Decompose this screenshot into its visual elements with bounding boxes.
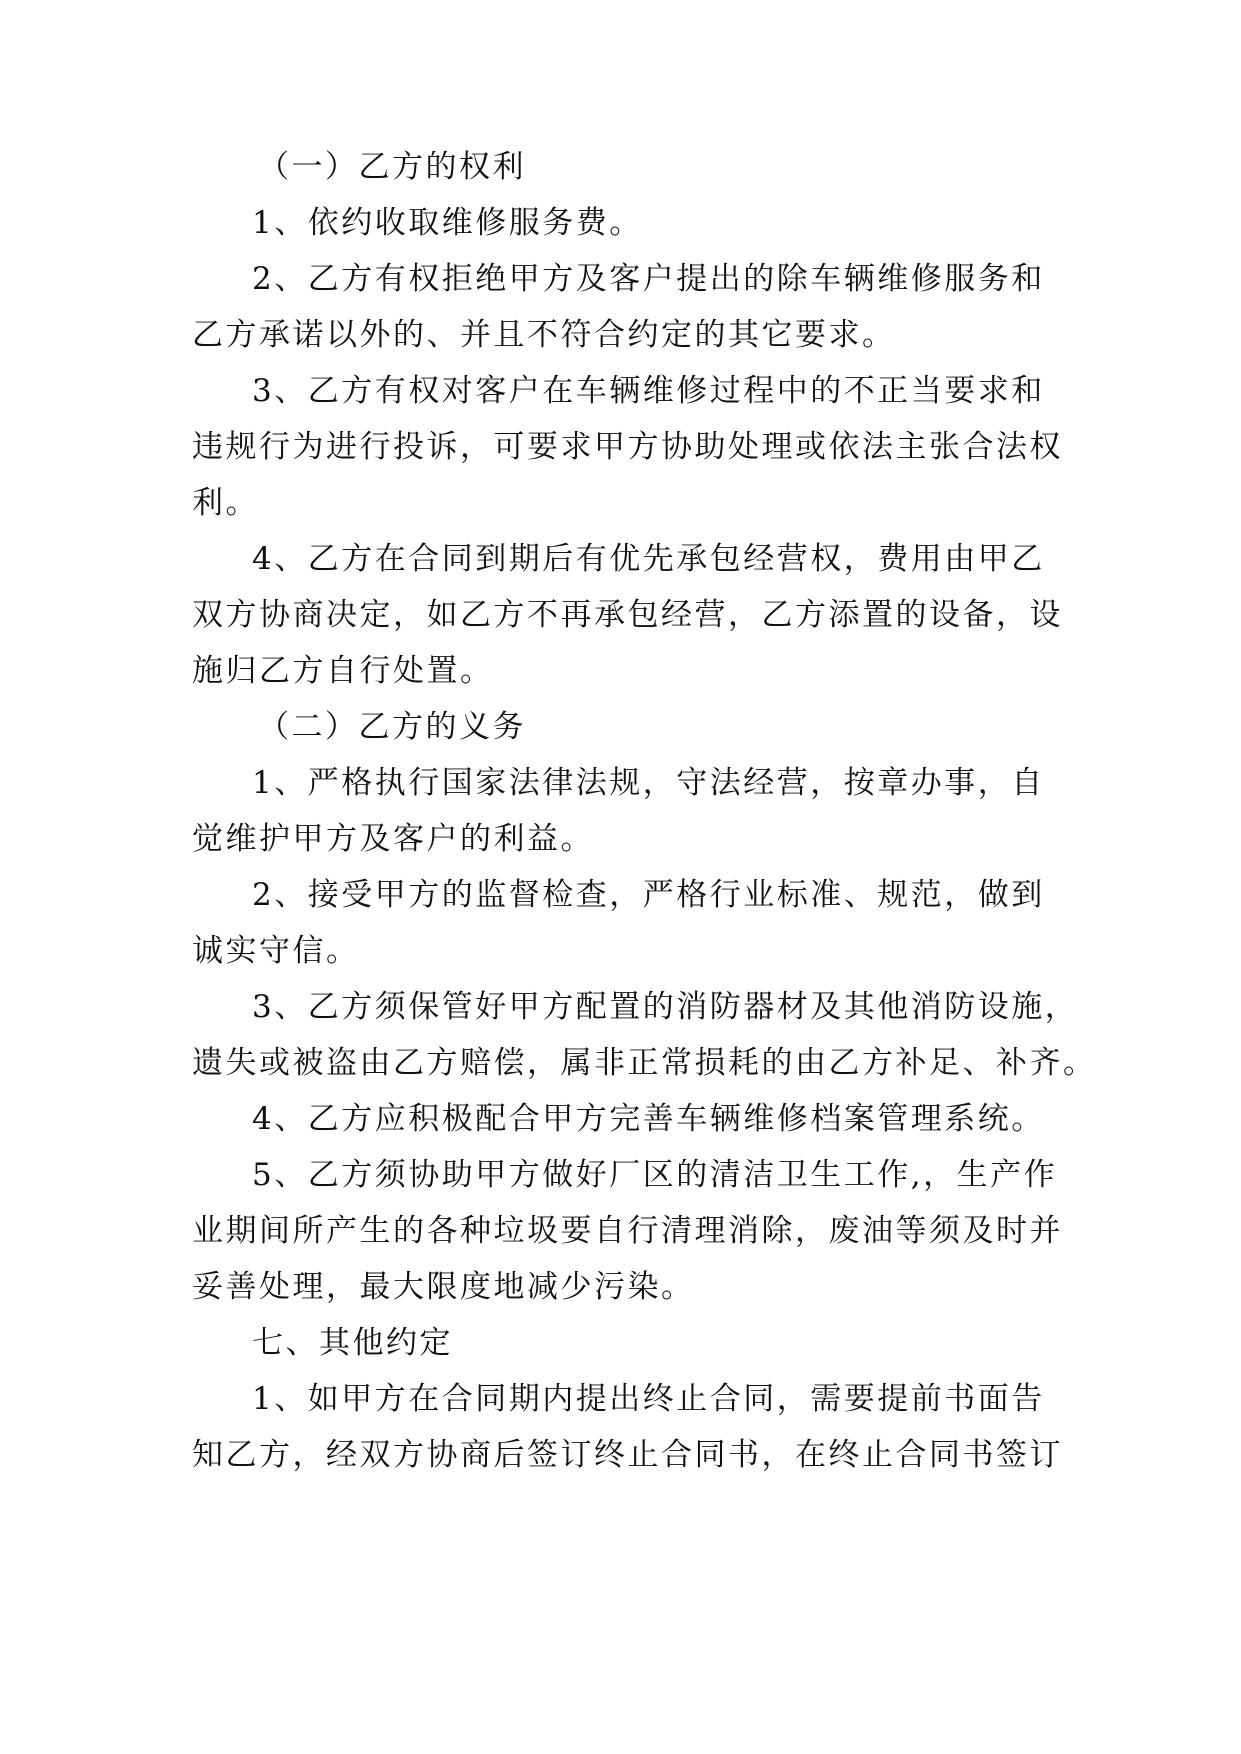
section-heading-obligations: （二）乙方的义务	[258, 709, 526, 745]
paragraph-line: 3、乙方须保管好甲方配置的消防器材及其他消防设施，	[252, 989, 1079, 1025]
paragraph-line: 1、严格执行国家法律法规，守法经营，按章办事，自	[252, 765, 1045, 801]
paragraph-line: 3、乙方有权对客户在车辆维修过程中的不正当要求和	[252, 373, 1045, 409]
paragraph-line: 2、接受甲方的监督检查，严格行业标准、规范，做到	[252, 877, 1045, 913]
paragraph-line: 1、依约收取维修服务费。	[252, 205, 643, 241]
paragraph-line: 知乙方，经双方协商后签订终止合同书，在终止合同书签订	[192, 1437, 1063, 1473]
paragraph-line: 2、乙方有权拒绝甲方及客户提出的除车辆维修服务和	[252, 261, 1045, 297]
paragraph-line: 利。	[192, 485, 259, 521]
paragraph-line: 诚实守信。	[192, 933, 360, 969]
paragraph-line: 4、乙方在合同到期后有优先承包经营权，费用由甲乙	[252, 541, 1045, 577]
paragraph-line: 遗失或被盗由乙方赔偿，属非正常损耗的由乙方补足、补齐。	[192, 1045, 1097, 1081]
paragraph-line: 4、乙方应积极配合甲方完善车辆维修档案管理系统。	[252, 1101, 1045, 1137]
paragraph-line: 1、如甲方在合同期内提出终止合同，需要提前书面告	[252, 1381, 1045, 1417]
section-heading-rights: （一）乙方的权利	[258, 149, 526, 185]
paragraph-line: 双方协商决定，如乙方不再承包经营，乙方添置的设备，设	[192, 597, 1063, 633]
paragraph-line: 乙方承诺以外的、并且不符合约定的其它要求。	[192, 317, 896, 353]
section-heading-other: 七、其他约定	[252, 1325, 453, 1361]
paragraph-line: 觉维护甲方及客户的利益。	[192, 821, 594, 857]
paragraph-line: 施归乙方自行处置。	[192, 653, 494, 689]
paragraph-line: 违规行为进行投诉，可要求甲方协助处理或依法主张合法权	[192, 429, 1063, 465]
paragraph-line: 业期间所产生的各种垃圾要自行清理消除，废油等须及时并	[192, 1213, 1063, 1249]
paragraph-line: 5、乙方须协助甲方做好厂区的清洁卫生工作,，生产作	[252, 1157, 1058, 1193]
paragraph-line: 妥善处理，最大限度地减少污染。	[192, 1269, 695, 1305]
